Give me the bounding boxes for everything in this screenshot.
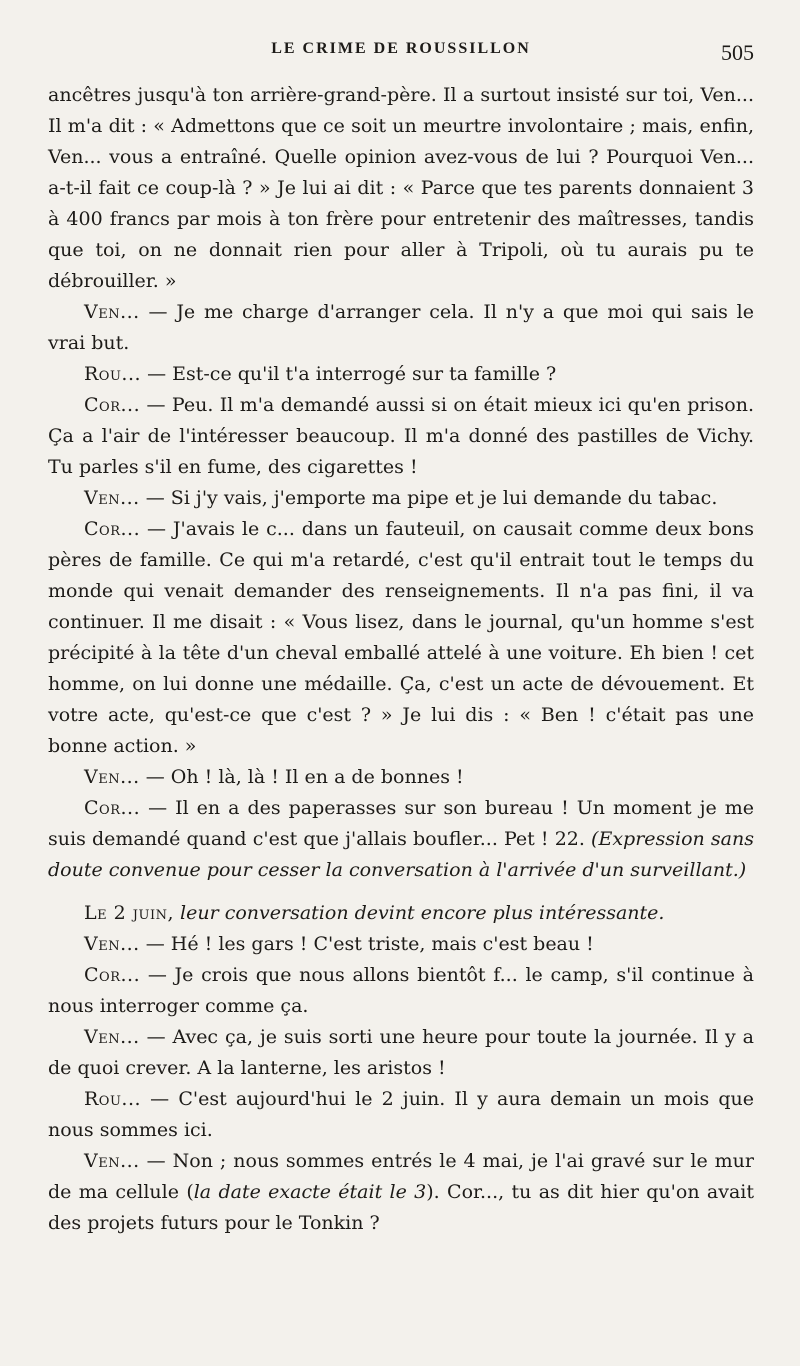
running-head	[48, 40, 754, 72]
speaker-name: Rou...	[84, 1088, 142, 1110]
dialogue-line	[48, 359, 754, 390]
speaker-name: Ven...	[84, 487, 140, 509]
narration-text: leur conversation devint encore plus intéressante.	[174, 902, 665, 924]
speaker-name: Cor...	[84, 797, 141, 819]
paragraph	[48, 80, 754, 297]
dialogue-line	[48, 1146, 754, 1239]
editorial-note: (Expression sans doute convenue pour cesser la conversation à l'arrivée d'un surveillant.)	[48, 828, 754, 881]
running-title: LE CRIME DE ROUSSILLON	[271, 40, 531, 57]
dialogue-line	[48, 514, 754, 762]
speaker-name: Rou...	[84, 363, 142, 385]
speaker-name: Cor...	[84, 964, 141, 986]
dialogue-line	[48, 483, 754, 514]
dialogue-line	[48, 762, 754, 793]
paragraph-text: ancêtres jusqu'à ton arrière-grand-père. Il a surtout insisté sur toi, Ven... Il m'a dit : « Admettons que ce soit un meurtre involontaire ; mais, enfin, Ven... vous a entraîné. Quelle opinion avez-vous de lui ? Pourquoi Ven... a-t-il fait ce coup-là ? » Je lui ai dit : « Parce que tes parents donnaient 3 à 400 francs par mois à ton frère pour entretenir des maîtresses, tandis que toi, on ne donnait rien pour aller à Tripoli, où tu aurais pu te débrouiller. »	[48, 84, 754, 292]
speaker-name: Ven...	[84, 1150, 140, 1172]
dialogue-text: — Je me charge d'arranger cela. Il n'y a que moi qui sais le vrai but.	[48, 301, 754, 354]
speaker-name: Ven...	[84, 1026, 140, 1048]
body-text	[48, 80, 754, 1239]
dialogue-line	[48, 1022, 754, 1084]
speaker-name: Ven...	[84, 301, 140, 323]
dialogue-line	[48, 793, 754, 886]
dialogue-text: — Oh ! là, là ! Il en a de bonnes !	[139, 766, 464, 788]
dialogue-text: — Il en a des paperasses sur son bureau ! Un moment je me suis demandé quand c'est que j'allais boufler... Pet ! 22.	[48, 797, 754, 850]
dialogue-text: — C'est aujourd'hui le 2 juin. Il y aura demain un mois que nous sommes ici.	[48, 1088, 754, 1141]
page-number: 505	[721, 40, 754, 65]
date-label: Le 2 juin,	[84, 902, 174, 924]
speaker-name: Ven...	[84, 766, 140, 788]
dialogue-text: — Si j'y vais, j'emporte ma pipe et je lui demande du tabac.	[139, 487, 718, 509]
dialogue-text: — Peu. Il m'a demandé aussi si on était mieux ici qu'en prison. Ça a l'air de l'intéresser beaucoup. Il m'a donné des pastilles de Vichy. Tu parles s'il en fume, des cigarettes !	[48, 394, 754, 478]
dialogue-text: — Je crois que nous allons bientôt f... le camp, s'il continue à nous interroger comme ça.	[48, 964, 754, 1017]
speaker-name: Ven...	[84, 933, 140, 955]
section-date-line	[48, 898, 754, 929]
speaker-name: Cor...	[84, 518, 141, 540]
dialogue-line	[48, 929, 754, 960]
dialogue-text-continued: ). Cor..., tu as dit hier qu'on avait des projets futurs pour le Tonkin ?	[48, 1181, 754, 1234]
editorial-note: la date exacte était le 3	[193, 1181, 427, 1203]
dialogue-line	[48, 297, 754, 359]
dialogue-text: — Hé ! les gars ! C'est triste, mais c'est beau !	[139, 933, 594, 955]
speaker-name: Cor...	[84, 394, 141, 416]
dialogue-line	[48, 1084, 754, 1146]
dialogue-text: — J'avais le c... dans un fauteuil, on causait comme deux bons pères de famille. Ce qui m'a retardé, c'est qu'il entrait tout le temps du monde qui venait demander des renseignements. Il n'a pas fini, il va continuer. Il me disait : « Vous lisez, dans le journal, qu'un homme s'est précipité à la tête d'un cheval emballé attelé à une voiture. Eh bien ! cet homme, on lui donne une médaille. Ça, c'est un acte de dévouement. Et votre acte, qu'est-ce que c'est ? » Je lui dis : « Ben ! c'était pas une bonne action. »	[48, 518, 754, 757]
dialogue-text: — Avec ça, je suis sorti une heure pour toute la journée. Il y a de quoi crever. A la lanterne, les aristos !	[48, 1026, 754, 1079]
dialogue-line	[48, 960, 754, 1022]
dialogue-text: — Non ; nous sommes entrés le 4 mai, je l'ai gravé sur le mur de ma cellule (	[48, 1150, 754, 1203]
dialogue-text: — Est-ce qu'il t'a interrogé sur ta famille ?	[141, 363, 557, 385]
dialogue-line	[48, 390, 754, 483]
